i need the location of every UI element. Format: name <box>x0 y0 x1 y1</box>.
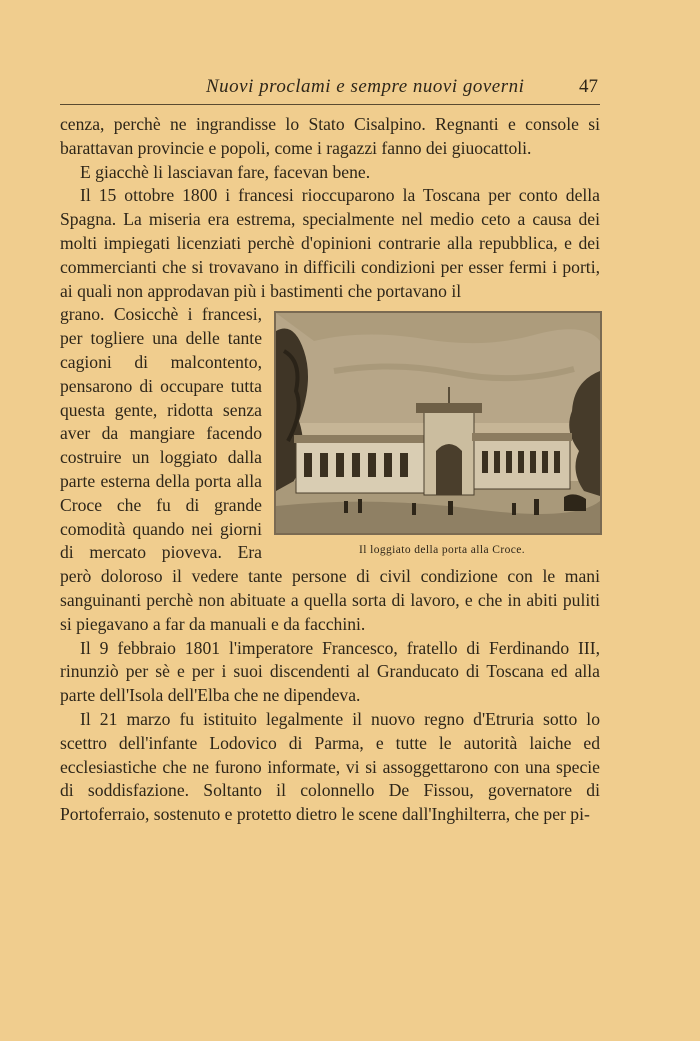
paragraph-3 <box>60 184 600 303</box>
paragraph-3-continued: grano. Cosicchè i francesi, per togliere una delle tante cagioni di malcontento, pensarono di occupare tutta questa gente, ridotta senza aver da mangiare facendo costruire un loggiato dalla parte esterna della porta alla Croce che fu di grande comodità quando nei giorni di mercato pioveva. Era però doloroso il vedere tante persone di civil condizione con le mani sanguinanti perchè non abituate a quella sorta di lavoro, e che in abiti puliti si piegavano a far da manuali e da facchini. <box>60 304 600 634</box>
paragraph-1: cenza, perchè ne ingrandisse lo Stato Cisalpino. Regnanti e console si barattavan provincie e popoli, come i ragazzi fanno dei giuocattoli. <box>60 114 600 158</box>
paragraph-3-start: Il 15 ottobre 1800 i francesi rioccuparono la Toscana per conto della Spagna. La miseria era estrema, specialmente nel medio ceto a causa dei molti impiegati licenziati perchè d'opinioni contrarie alla repubblica, e dei commercianti che si trovavano in difficili condizioni per esser fermi i porti, ai quali non approdavan più i bastimenti che portavano il <box>60 185 600 301</box>
figure <box>274 311 602 557</box>
running-title: Nuovi proclami e sempre nuovi governi <box>206 76 525 97</box>
page-number: 47 <box>579 76 598 97</box>
loggia-illustration <box>274 311 602 535</box>
body-text <box>60 113 600 827</box>
paragraph-4: Il 9 febbraio 1801 l'imperatore Francesco, fratello di Ferdinando III, rinunziò per sè e per i suoi discendenti al Granducato di Toscana ed alla parte dell'Isola dell'Elba che ne dipendeva. <box>60 637 600 706</box>
paragraph-5: Il 21 marzo fu istituito legalmente il nuovo regno d'Etruria sotto lo scettro dell'infante Lodovico di Parma, e tutte le autorità laiche ed ecclesiastiche che ne furono informate, vi si assoggettarono con una specie di soddisfazione. Soltanto il colonnello De Fissou, governatore di Portoferraio, sostenuto e protetto dietro le scene dall'Inghilterra, che per pi- <box>60 708 600 825</box>
page-header <box>60 74 600 105</box>
figure-caption: Il loggiato della porta alla Croce. <box>359 544 525 557</box>
paragraph-2: E giacchè li lasciavan fare, facevan bene. <box>80 161 371 182</box>
